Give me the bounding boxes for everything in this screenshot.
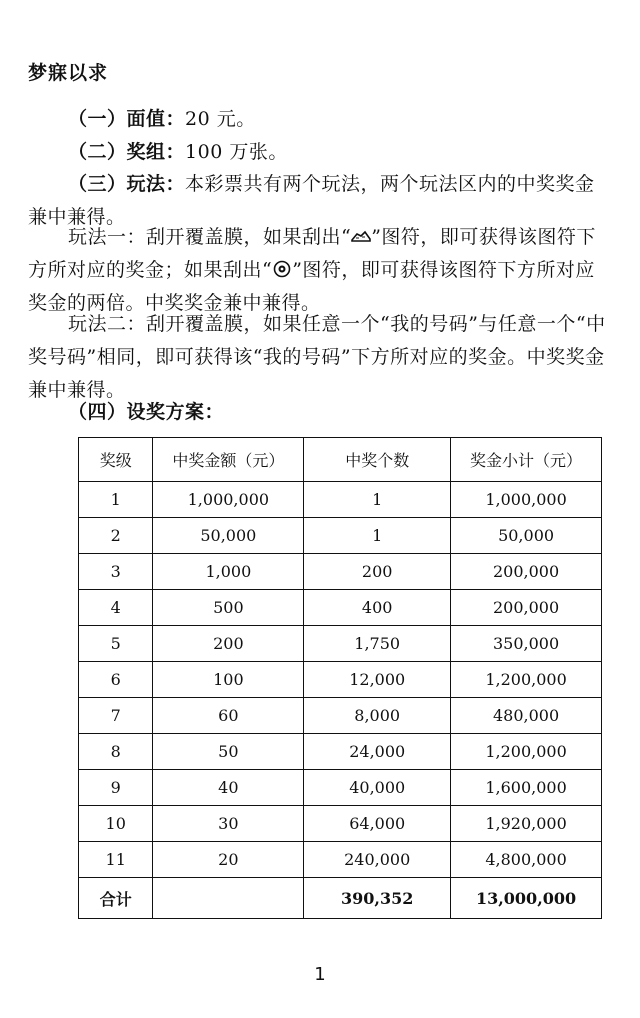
table-row	[79, 590, 602, 626]
cell-count: 240,000	[304, 842, 451, 878]
total-count: 390,352	[304, 878, 451, 919]
plan-heading-text: （四）设奖方案：	[68, 401, 225, 423]
cell-count: 8,000	[304, 698, 451, 734]
cell-amount: 100	[153, 662, 304, 698]
page-title: 梦寐以求	[28, 62, 109, 84]
cell-count: 12,000	[304, 662, 451, 698]
header-level: 奖级	[79, 438, 153, 482]
total-amount	[153, 878, 304, 919]
total-subtotal: 13,000,000	[451, 878, 602, 919]
cell-amount: 200	[153, 626, 304, 662]
table-header-row	[79, 438, 602, 482]
table-row	[79, 626, 602, 662]
game2-text: 玩法二：刮开覆盖膜，如果任意一个“我的号码”与任意一个“中奖号码”相同，即可获得该“我的号码”下方所对应的奖金。中奖奖金兼中兼得。	[28, 313, 606, 401]
cell-subtotal: 350,000	[451, 626, 602, 662]
cell-count: 1,750	[304, 626, 451, 662]
table-row	[79, 806, 602, 842]
cell-subtotal: 1,920,000	[451, 806, 602, 842]
cell-level: 10	[79, 806, 153, 842]
game1-text-c: ”图符，即可获得该图符下方所对应奖金的两倍。中奖奖金兼中兼得。	[28, 259, 595, 314]
plan-heading	[28, 396, 612, 429]
cell-subtotal: 200,000	[451, 590, 602, 626]
total-label: 合计	[79, 878, 153, 919]
cell-count: 400	[304, 590, 451, 626]
cell-count: 64,000	[304, 806, 451, 842]
cell-amount: 500	[153, 590, 304, 626]
cell-count: 200	[304, 554, 451, 590]
cell-level: 3	[79, 554, 153, 590]
table-row	[79, 698, 602, 734]
game1-text-a: 玩法一：刮开覆盖膜，如果刮出“	[68, 226, 352, 248]
cell-count: 24,000	[304, 734, 451, 770]
cell-level: 9	[79, 770, 153, 806]
cell-level: 1	[79, 482, 153, 518]
cell-amount: 1,000,000	[153, 482, 304, 518]
cell-level: 4	[79, 590, 153, 626]
cell-amount: 20	[153, 842, 304, 878]
cell-level: 7	[79, 698, 153, 734]
cell-level: 8	[79, 734, 153, 770]
cell-amount: 50	[153, 734, 304, 770]
cell-subtotal: 480,000	[451, 698, 602, 734]
table-row	[79, 662, 602, 698]
table-row	[79, 482, 602, 518]
cell-subtotal: 1,600,000	[451, 770, 602, 806]
cell-count: 1	[304, 518, 451, 554]
cell-amount: 60	[153, 698, 304, 734]
table-total-row	[79, 878, 602, 919]
header-count: 中奖个数	[304, 438, 451, 482]
cell-subtotal: 1,200,000	[451, 734, 602, 770]
batch-paragraph	[28, 136, 612, 169]
cell-subtotal: 50,000	[451, 518, 602, 554]
cell-level: 2	[79, 518, 153, 554]
header-amount: 中奖金额（元）	[153, 438, 304, 482]
cell-subtotal: 4,800,000	[451, 842, 602, 878]
game1-text-b: ”图符，即可获得该图符下方所对应的奖金；如果刮出“	[28, 226, 596, 281]
face-value-lead: （一）面值：	[68, 108, 186, 130]
cell-level: 11	[79, 842, 153, 878]
table-row	[79, 842, 602, 878]
table-row	[79, 518, 602, 554]
batch-text: 100 万张。	[185, 141, 288, 163]
cell-amount: 1,000	[153, 554, 304, 590]
cell-amount: 30	[153, 806, 304, 842]
cell-amount: 40	[153, 770, 304, 806]
face-value-text: 20 元。	[185, 108, 256, 130]
cell-subtotal: 1,200,000	[451, 662, 602, 698]
cell-count: 40,000	[304, 770, 451, 806]
shoe-icon	[351, 227, 371, 245]
game2-paragraph	[28, 308, 612, 407]
table-row	[79, 770, 602, 806]
cell-count: 1	[304, 482, 451, 518]
medal-icon	[272, 260, 292, 278]
table-row	[79, 734, 602, 770]
cell-amount: 50,000	[153, 518, 304, 554]
cell-level: 5	[79, 626, 153, 662]
batch-lead: （二）奖组：	[68, 141, 186, 163]
rules-lead: （三）玩法：	[68, 173, 186, 195]
cell-level: 6	[79, 662, 153, 698]
table-row	[79, 554, 602, 590]
game1-paragraph	[28, 221, 612, 320]
face-value-paragraph	[28, 103, 612, 136]
cell-subtotal: 200,000	[451, 554, 602, 590]
header-subtotal: 奖金小计（元）	[451, 438, 602, 482]
cell-subtotal: 1,000,000	[451, 482, 602, 518]
rules-text: 本彩票共有两个玩法，两个玩法区内的中奖奖金兼中兼得。	[28, 173, 595, 228]
page-number: 1	[314, 964, 326, 985]
prize-table	[78, 437, 602, 919]
